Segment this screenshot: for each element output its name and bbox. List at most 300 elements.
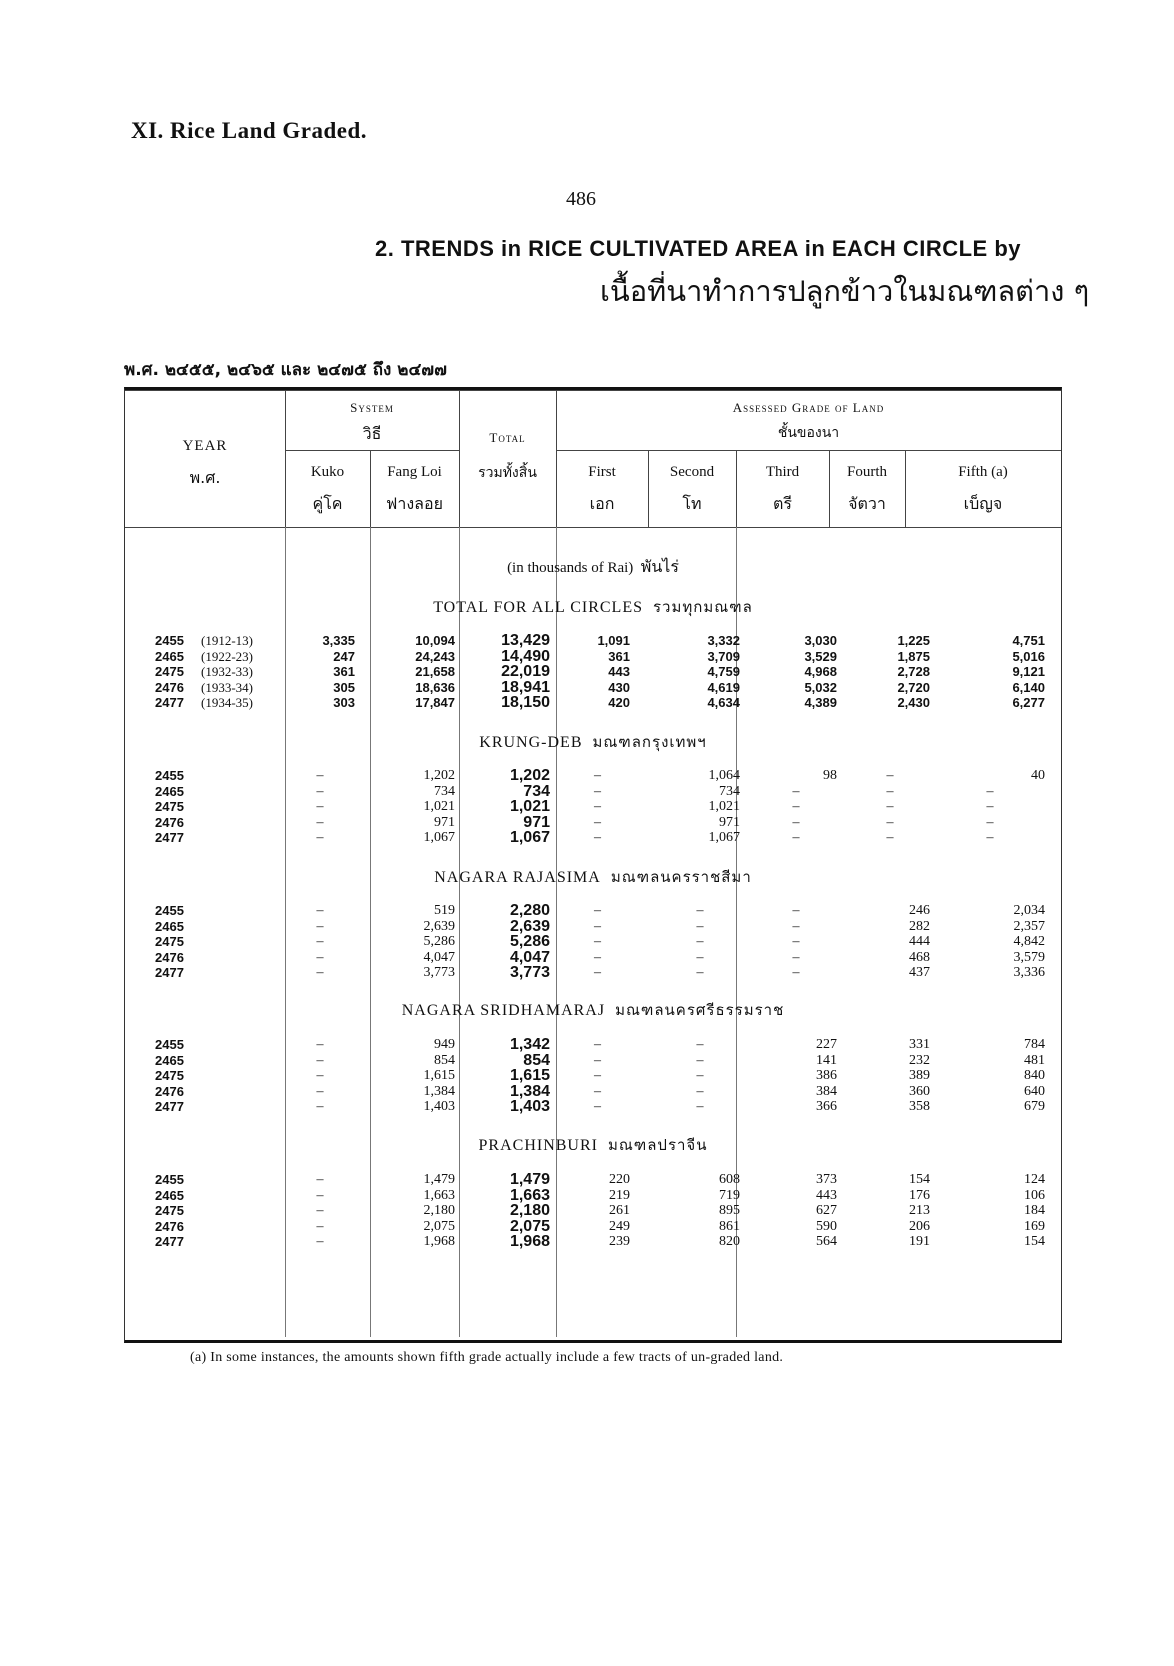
third-grade-cell: 373 bbox=[816, 1172, 837, 1187]
total-cell: 1,202 bbox=[509, 767, 550, 784]
fang-loi-cell: 1,021 bbox=[423, 799, 455, 814]
fourth-grade-cell: 2,720 bbox=[897, 679, 930, 695]
second-grade-cell: 861 bbox=[719, 1218, 740, 1234]
fang-loi-cell: 854 bbox=[434, 1052, 455, 1068]
fourth-header-thai: จัตวา bbox=[848, 494, 886, 513]
second-grade-cell: 3,709 bbox=[707, 648, 740, 664]
year-cell: 2455 bbox=[155, 903, 184, 918]
third-grade-cell: 384 bbox=[816, 1083, 837, 1099]
fifth-grade-cell: 4,751 bbox=[1012, 633, 1045, 648]
third-grade-cell: 4,968 bbox=[804, 664, 837, 679]
kuko-cell: – bbox=[316, 768, 324, 783]
first-header-thai: เอก bbox=[589, 494, 615, 513]
fang-loi-cell: 1,403 bbox=[423, 1099, 455, 1114]
fifth-grade-cell: 5,016 bbox=[1012, 648, 1045, 664]
fang-loi-cell: 2,075 bbox=[423, 1218, 455, 1234]
total-cell: 1,479 bbox=[509, 1171, 550, 1188]
table-row bbox=[125, 1234, 1061, 1250]
year-cell: 2476 bbox=[155, 949, 184, 965]
section-title-english: NAGARA RAJASIMA bbox=[434, 869, 601, 886]
fourth-grade-cell: 2,728 bbox=[897, 664, 930, 679]
table-row bbox=[125, 903, 1061, 919]
grade-header: Assessed Grade of Land bbox=[732, 400, 885, 415]
total-cell: 18,941 bbox=[501, 678, 550, 696]
total-cell: 1,968 bbox=[509, 1233, 550, 1250]
section-title bbox=[125, 998, 1061, 1022]
table-row bbox=[125, 1084, 1061, 1100]
first-grade-cell: – bbox=[594, 1037, 601, 1052]
year-cell: 2455 bbox=[155, 1172, 184, 1187]
fang-loi-header-thai: ฟางลอย bbox=[386, 494, 443, 513]
fang-loi-cell: 734 bbox=[434, 783, 455, 799]
fifth-grade-cell: 679 bbox=[1024, 1099, 1045, 1114]
first-grade-cell: 430 bbox=[608, 679, 630, 695]
fifth-grade-cell: – bbox=[986, 830, 994, 845]
kuko-cell: – bbox=[316, 799, 324, 814]
section-title-english: KRUNG-DEB bbox=[479, 734, 583, 751]
total-cell: 1,021 bbox=[509, 798, 550, 815]
kuko-cell: – bbox=[316, 1099, 324, 1114]
kuko-cell: – bbox=[316, 1052, 324, 1068]
table-row bbox=[125, 815, 1061, 831]
second-header-thai: โท bbox=[682, 494, 702, 513]
third-grade-cell: – bbox=[792, 949, 800, 965]
system-header: System bbox=[350, 400, 394, 415]
fang-loi-cell: 1,067 bbox=[423, 830, 455, 845]
fang-loi-cell: 1,479 bbox=[423, 1172, 455, 1187]
fourth-grade-cell: 1,875 bbox=[897, 648, 930, 664]
second-grade-cell: – bbox=[696, 1052, 704, 1068]
third-grade-cell: 4,389 bbox=[804, 695, 837, 710]
fang-loi-cell: 1,663 bbox=[423, 1187, 455, 1203]
section-title-thai: มณฑลกรุงเทพฯ bbox=[592, 733, 707, 751]
fang-loi-cell: 4,047 bbox=[423, 949, 455, 965]
footnote: (a) In some instances, the amounts shown fifth grade actually include a few tracts of un-graded land. bbox=[190, 1350, 784, 1365]
table-title-thai: เนื้อที่นาทำการปลูกข้าวในมณฑลต่าง ๆ bbox=[600, 274, 1090, 308]
fifth-grade-cell: 3,336 bbox=[1013, 965, 1045, 980]
year-cell: 2476 bbox=[155, 1218, 184, 1234]
table-row bbox=[125, 799, 1061, 815]
kuko-cell: 361 bbox=[333, 664, 355, 679]
year-cell: 2477 bbox=[155, 695, 184, 710]
second-grade-cell: 1,021 bbox=[708, 799, 740, 814]
fourth-grade-cell: – bbox=[886, 830, 894, 845]
kuko-cell: – bbox=[316, 1037, 324, 1052]
fang-loi-cell: 2,639 bbox=[423, 918, 455, 934]
second-header: Second bbox=[669, 464, 715, 480]
first-grade-cell: – bbox=[594, 1099, 601, 1114]
second-grade-cell: 4,619 bbox=[707, 679, 740, 695]
fourth-grade-cell: 444 bbox=[909, 934, 930, 949]
fourth-grade-cell: 2,430 bbox=[897, 695, 930, 710]
second-grade-cell: – bbox=[696, 949, 704, 965]
fang-loi-cell: 1,968 bbox=[423, 1234, 455, 1249]
fifth-grade-cell: – bbox=[986, 799, 994, 814]
total-cell: 1,067 bbox=[509, 829, 550, 846]
section-heading: XI. Rice Land Graded. bbox=[131, 118, 368, 143]
year-cell: 2455 bbox=[155, 1037, 184, 1052]
fang-loi-cell: 10,094 bbox=[415, 633, 455, 648]
first-grade-cell: 220 bbox=[609, 1172, 630, 1187]
total-cell: 1,342 bbox=[509, 1036, 550, 1053]
year-cell: 2476 bbox=[155, 1083, 184, 1099]
fifth-grade-cell: 840 bbox=[1024, 1068, 1045, 1083]
section-title-english: PRACHINBURI bbox=[478, 1137, 598, 1154]
third-grade-cell: – bbox=[792, 830, 800, 845]
first-grade-cell: – bbox=[594, 768, 601, 783]
year-cell: 2475 bbox=[155, 664, 184, 679]
table-row bbox=[125, 950, 1061, 966]
fang-loi-cell: 18,636 bbox=[415, 679, 455, 695]
third-grade-cell: – bbox=[792, 965, 800, 980]
table-row bbox=[125, 664, 1061, 680]
kuko-cell: 303 bbox=[333, 695, 355, 710]
total-cell: 1,403 bbox=[509, 1098, 550, 1115]
table-row bbox=[125, 695, 1061, 711]
fourth-grade-cell: 437 bbox=[909, 965, 930, 980]
fang-loi-cell: 24,243 bbox=[415, 648, 455, 664]
table-row bbox=[125, 965, 1061, 981]
header-rule-top bbox=[125, 390, 1061, 391]
second-grade-cell: 608 bbox=[719, 1172, 740, 1187]
first-grade-cell: – bbox=[594, 918, 601, 934]
period-cell: (1912-13) bbox=[201, 633, 253, 648]
fourth-grade-cell: 282 bbox=[909, 918, 930, 934]
grade-header-thai: ชั้นของนา bbox=[777, 425, 840, 441]
third-grade-cell: 627 bbox=[816, 1203, 837, 1218]
total-cell: 2,180 bbox=[509, 1202, 550, 1219]
fang-loi-cell: 3,773 bbox=[423, 965, 455, 980]
total-cell: 2,639 bbox=[509, 917, 550, 935]
fourth-grade-cell: 360 bbox=[909, 1083, 930, 1099]
units-note bbox=[125, 555, 1061, 580]
second-grade-cell: – bbox=[696, 1083, 704, 1099]
second-grade-cell: 895 bbox=[719, 1203, 740, 1218]
year-cell: 2475 bbox=[155, 799, 184, 814]
section-title-thai: มณฑลนครศรีธรรมราช bbox=[615, 1001, 785, 1019]
first-grade-cell: – bbox=[594, 814, 601, 830]
first-grade-cell: – bbox=[594, 1068, 601, 1083]
total-cell: 1,384 bbox=[509, 1082, 550, 1100]
kuko-cell: – bbox=[316, 934, 324, 949]
total-cell: 2,075 bbox=[509, 1217, 550, 1235]
first-grade-cell: 443 bbox=[608, 664, 630, 679]
total-cell: 18,150 bbox=[501, 694, 550, 711]
first-grade-cell: 420 bbox=[608, 695, 630, 710]
fourth-grade-cell: – bbox=[886, 814, 894, 830]
total-cell: 3,773 bbox=[509, 964, 550, 981]
second-grade-cell: – bbox=[696, 1037, 704, 1052]
table-row bbox=[125, 680, 1061, 696]
year-cell: 2465 bbox=[155, 1052, 184, 1068]
table-row bbox=[125, 830, 1061, 846]
table-row bbox=[125, 649, 1061, 665]
third-grade-cell: 3,529 bbox=[804, 648, 837, 664]
year-range-thai: พ.ศ. ๒๔๕๕, ๒๔๖๕ และ ๒๔๗๕ ถึง ๒๔๗๗ bbox=[124, 360, 447, 380]
total-cell: 14,490 bbox=[501, 647, 550, 665]
second-grade-cell: 734 bbox=[719, 783, 740, 799]
first-grade-cell: 239 bbox=[609, 1234, 630, 1249]
third-grade-cell: 564 bbox=[816, 1234, 837, 1249]
fourth-grade-cell: 206 bbox=[909, 1218, 930, 1234]
table-row bbox=[125, 1037, 1061, 1053]
third-grade-cell: – bbox=[792, 783, 800, 799]
section-title bbox=[125, 595, 1061, 619]
table-row bbox=[125, 633, 1061, 649]
year-cell: 2476 bbox=[155, 679, 184, 695]
fifth-grade-cell: 2,034 bbox=[1013, 903, 1045, 918]
fifth-grade-cell: 6,277 bbox=[1012, 695, 1045, 710]
kuko-cell: – bbox=[316, 965, 324, 980]
first-grade-cell: – bbox=[594, 830, 601, 845]
first-grade-cell: – bbox=[594, 1052, 601, 1068]
fifth-grade-cell: 40 bbox=[1031, 768, 1045, 783]
fifth-grade-cell: 184 bbox=[1024, 1203, 1045, 1218]
total-cell: 854 bbox=[523, 1051, 550, 1069]
section-title-thai: มณฑลนครราชสีมา bbox=[610, 868, 752, 886]
fourth-grade-cell: 1,225 bbox=[897, 633, 930, 648]
third-grade-cell: – bbox=[792, 903, 800, 918]
header-rule-bottom bbox=[125, 527, 1061, 528]
kuko-cell: – bbox=[316, 1172, 324, 1187]
total-header: Total bbox=[489, 430, 526, 445]
first-grade-cell: – bbox=[594, 903, 601, 918]
first-grade-cell: – bbox=[594, 799, 601, 814]
year-cell: 2465 bbox=[155, 918, 184, 934]
fifth-grade-cell: 481 bbox=[1024, 1052, 1045, 1068]
fang-loi-cell: 2,180 bbox=[423, 1203, 455, 1218]
total-cell: 2,280 bbox=[509, 902, 550, 919]
second-grade-cell: 820 bbox=[719, 1234, 740, 1249]
year-cell: 2475 bbox=[155, 1203, 184, 1218]
third-grade-cell: – bbox=[792, 918, 800, 934]
fourth-grade-cell: 232 bbox=[909, 1052, 930, 1068]
header-divider bbox=[459, 390, 460, 527]
fang-loi-cell: 949 bbox=[434, 1037, 455, 1052]
year-header-thai: พ.ศ. bbox=[189, 468, 221, 487]
year-cell: 2465 bbox=[155, 648, 184, 664]
table-row bbox=[125, 768, 1061, 784]
system-header-thai: วิธี bbox=[362, 424, 382, 443]
first-grade-cell: – bbox=[594, 934, 601, 949]
kuko-cell: – bbox=[316, 1068, 324, 1083]
fang-loi-cell: 1,384 bbox=[423, 1083, 455, 1099]
table-title-english: 2. TRENDS in RICE CULTIVATED AREA in EACH CIRCLE by bbox=[375, 236, 1022, 261]
period-cell: (1934-35) bbox=[201, 695, 253, 710]
third-grade-cell: 3,030 bbox=[804, 633, 837, 648]
year-cell: 2477 bbox=[155, 965, 184, 980]
kuko-cell: – bbox=[316, 1234, 324, 1249]
period-cell: (1922-23) bbox=[201, 648, 253, 664]
year-cell: 2475 bbox=[155, 1068, 184, 1083]
table-row bbox=[125, 1099, 1061, 1115]
section-title-thai: รวมทุกมณฑล bbox=[653, 598, 753, 616]
fang-loi-cell: 17,847 bbox=[415, 695, 455, 710]
year-cell: 2465 bbox=[155, 783, 184, 799]
kuko-cell: – bbox=[316, 1083, 324, 1099]
fourth-grade-cell: – bbox=[886, 768, 894, 783]
second-grade-cell: 1,067 bbox=[708, 830, 740, 845]
page-number: 486 bbox=[566, 188, 596, 210]
third-header-thai: ตรี bbox=[773, 494, 792, 513]
fifth-grade-cell: 154 bbox=[1024, 1234, 1045, 1249]
kuko-cell: – bbox=[316, 1187, 324, 1203]
fourth-grade-cell: 389 bbox=[909, 1068, 930, 1083]
total-cell: 971 bbox=[523, 813, 550, 831]
third-grade-cell: 386 bbox=[816, 1068, 837, 1083]
second-grade-cell: 4,759 bbox=[707, 664, 740, 679]
table-row bbox=[125, 934, 1061, 950]
section-title bbox=[125, 865, 1061, 889]
units-english: (in thousands of Rai) bbox=[507, 560, 634, 576]
year-cell: 2455 bbox=[155, 768, 184, 783]
second-grade-cell: 719 bbox=[719, 1187, 740, 1203]
fourth-grade-cell: 358 bbox=[909, 1099, 930, 1114]
section-title-thai: มณฑลปราจีน bbox=[607, 1136, 708, 1154]
second-grade-cell: – bbox=[696, 965, 704, 980]
fifth-grade-cell: 784 bbox=[1024, 1037, 1045, 1052]
fourth-grade-cell: 154 bbox=[909, 1172, 930, 1187]
fang-loi-cell: 5,286 bbox=[423, 934, 455, 949]
kuko-cell: 3,335 bbox=[322, 633, 355, 648]
total-cell: 4,047 bbox=[509, 948, 550, 966]
fourth-grade-cell: 331 bbox=[909, 1037, 930, 1052]
kuko-cell: – bbox=[316, 814, 324, 830]
period-cell: (1933-34) bbox=[201, 679, 253, 695]
fifth-grade-cell: 9,121 bbox=[1012, 664, 1045, 679]
year-cell: 2475 bbox=[155, 934, 184, 949]
third-grade-cell: 366 bbox=[816, 1099, 837, 1114]
total-cell: 22,019 bbox=[501, 663, 550, 680]
third-grade-cell: – bbox=[792, 814, 800, 830]
section-title bbox=[125, 1133, 1061, 1157]
fang-loi-cell: 1,615 bbox=[423, 1068, 455, 1083]
third-grade-cell: 98 bbox=[823, 768, 837, 783]
total-cell: 5,286 bbox=[509, 933, 550, 950]
year-header: YEAR bbox=[182, 438, 228, 454]
table-row bbox=[125, 1172, 1061, 1188]
fourth-grade-cell: 176 bbox=[909, 1187, 930, 1203]
kuko-cell: – bbox=[316, 903, 324, 918]
second-grade-cell: – bbox=[696, 918, 704, 934]
kuko-cell: 247 bbox=[333, 648, 355, 664]
kuko-cell: – bbox=[316, 1203, 324, 1218]
table-row bbox=[125, 1188, 1061, 1204]
table-row bbox=[125, 1219, 1061, 1235]
first-grade-cell: – bbox=[594, 965, 601, 980]
fifth-grade-cell: 4,842 bbox=[1013, 934, 1045, 949]
section-title-english: NAGARA SRIDHAMARAJ bbox=[401, 1002, 606, 1019]
table-row bbox=[125, 1068, 1061, 1084]
fifth-grade-cell: – bbox=[986, 783, 994, 799]
first-header: First bbox=[588, 464, 616, 480]
data-table bbox=[124, 387, 1062, 1343]
second-grade-cell: 971 bbox=[719, 814, 740, 830]
second-grade-cell: 1,064 bbox=[708, 768, 740, 783]
fang-loi-header: Fang Loi bbox=[387, 464, 442, 480]
fifth-grade-cell: 6,140 bbox=[1012, 679, 1045, 695]
section-title-english: TOTAL FOR ALL CIRCLES bbox=[433, 599, 643, 616]
grade-subheader-rule bbox=[556, 450, 1061, 451]
fifth-header: Fifth (a) bbox=[958, 464, 1008, 480]
first-grade-cell: – bbox=[594, 1083, 601, 1099]
fang-loi-cell: 519 bbox=[434, 903, 455, 918]
section-title bbox=[125, 730, 1061, 754]
fourth-grade-cell: – bbox=[886, 783, 894, 799]
fifth-grade-cell: 106 bbox=[1024, 1187, 1045, 1203]
total-cell: 1,663 bbox=[509, 1186, 550, 1204]
first-grade-cell: 261 bbox=[609, 1203, 630, 1218]
kuko-header-thai: คู่โค bbox=[312, 494, 343, 513]
year-cell: 2477 bbox=[155, 830, 184, 845]
kuko-cell: – bbox=[316, 783, 324, 799]
table-row bbox=[125, 1053, 1061, 1069]
first-grade-cell: 1,091 bbox=[597, 633, 630, 648]
third-grade-cell: 227 bbox=[816, 1037, 837, 1052]
year-cell: 2477 bbox=[155, 1234, 184, 1249]
fourth-grade-cell: 468 bbox=[909, 949, 930, 965]
fourth-header: Fourth bbox=[846, 464, 887, 480]
fifth-grade-cell: 3,579 bbox=[1013, 949, 1045, 965]
second-grade-cell: 3,332 bbox=[707, 633, 740, 648]
system-subheader-rule bbox=[285, 450, 459, 451]
third-header: Third bbox=[765, 464, 800, 480]
fifth-header-thai: เบ็ญจ bbox=[963, 494, 1003, 513]
kuko-cell: 305 bbox=[333, 679, 355, 695]
year-cell: 2455 bbox=[155, 633, 184, 648]
fifth-grade-cell: 124 bbox=[1024, 1172, 1045, 1187]
kuko-cell: – bbox=[316, 949, 324, 965]
first-grade-cell: 361 bbox=[608, 648, 630, 664]
total-cell: 1,615 bbox=[509, 1067, 550, 1084]
period-cell: (1932-33) bbox=[201, 664, 253, 679]
second-grade-cell: – bbox=[696, 903, 704, 918]
year-cell: 2476 bbox=[155, 814, 184, 830]
second-grade-cell: – bbox=[696, 1068, 704, 1083]
kuko-header: Kuko bbox=[310, 464, 345, 480]
first-grade-cell: – bbox=[594, 949, 601, 965]
fang-loi-cell: 1,202 bbox=[423, 768, 455, 783]
table-row bbox=[125, 1203, 1061, 1219]
table-row bbox=[125, 919, 1061, 935]
kuko-cell: – bbox=[316, 830, 324, 845]
fang-loi-cell: 971 bbox=[434, 814, 455, 830]
second-grade-cell: 4,634 bbox=[707, 695, 740, 710]
third-grade-cell: – bbox=[792, 934, 800, 949]
fourth-grade-cell: 213 bbox=[909, 1203, 930, 1218]
year-cell: 2477 bbox=[155, 1099, 184, 1114]
second-grade-cell: – bbox=[696, 934, 704, 949]
fourth-grade-cell: – bbox=[886, 799, 894, 814]
kuko-cell: – bbox=[316, 918, 324, 934]
fifth-grade-cell: 2,357 bbox=[1013, 918, 1045, 934]
total-header-thai: รวมทั้งสิ้น bbox=[478, 465, 537, 481]
first-grade-cell: 249 bbox=[609, 1218, 630, 1234]
table-row bbox=[125, 784, 1061, 800]
year-cell: 2465 bbox=[155, 1187, 184, 1203]
total-cell: 734 bbox=[523, 782, 550, 800]
second-grade-cell: – bbox=[696, 1099, 704, 1114]
total-cell: 13,429 bbox=[501, 632, 550, 649]
third-grade-cell: – bbox=[792, 799, 800, 814]
third-grade-cell: 590 bbox=[816, 1218, 837, 1234]
fifth-grade-cell: 640 bbox=[1024, 1083, 1045, 1099]
first-grade-cell: – bbox=[594, 783, 601, 799]
third-grade-cell: 443 bbox=[816, 1187, 837, 1203]
fifth-grade-cell: 169 bbox=[1024, 1218, 1045, 1234]
fifth-grade-cell: – bbox=[986, 814, 994, 830]
kuko-cell: – bbox=[316, 1218, 324, 1234]
